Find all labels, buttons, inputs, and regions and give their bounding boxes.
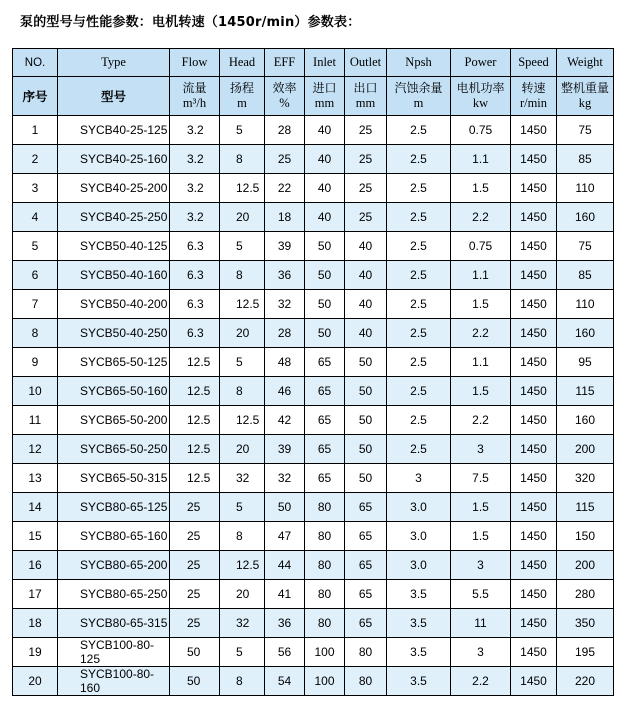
cell-power: 11 xyxy=(451,609,511,638)
cell-power: 2.2 xyxy=(451,319,511,348)
cell-speed: 1450 xyxy=(511,174,557,203)
cell-outlet: 50 xyxy=(345,435,387,464)
cell-eff: 41 xyxy=(265,580,305,609)
cell-head: 12.5 xyxy=(220,174,265,203)
cell-weight: 110 xyxy=(557,174,614,203)
header-cn-label: 出口 xyxy=(353,81,378,95)
cell-speed: 1450 xyxy=(511,348,557,377)
cell-type: SYCB80-65-250 xyxy=(58,580,170,609)
cell-type: SYCB65-50-125 xyxy=(58,348,170,377)
cell-weight: 195 xyxy=(557,638,614,667)
cell-eff: 46 xyxy=(265,377,305,406)
cell-eff: 50 xyxy=(265,493,305,522)
cell-flow: 3.2 xyxy=(170,203,220,232)
header-type: Type xyxy=(58,49,170,77)
cell-npsh: 3.5 xyxy=(387,667,451,696)
cell-head: 12.5 xyxy=(220,406,265,435)
cell-power: 2.2 xyxy=(451,203,511,232)
cell-no: 12 xyxy=(13,435,58,464)
cell-weight: 115 xyxy=(557,493,614,522)
cell-speed: 1450 xyxy=(511,464,557,493)
cell-head: 8 xyxy=(220,377,265,406)
cell-type: SYCB50-40-250 xyxy=(58,319,170,348)
table-row xyxy=(13,174,614,203)
cell-eff: 47 xyxy=(265,522,305,551)
header-head: Head xyxy=(220,49,265,77)
cell-speed: 1450 xyxy=(511,145,557,174)
cell-outlet: 50 xyxy=(345,348,387,377)
cell-inlet: 40 xyxy=(305,203,345,232)
cell-inlet: 80 xyxy=(305,522,345,551)
cell-flow: 25 xyxy=(170,522,220,551)
cell-no: 6 xyxy=(13,261,58,290)
cell-flow: 25 xyxy=(170,609,220,638)
header-cn-unit: r/min xyxy=(519,96,548,110)
header-cn-label: 型号 xyxy=(100,88,126,104)
header-eff: EFF xyxy=(265,49,305,77)
cell-flow: 3.2 xyxy=(170,145,220,174)
cell-head: 20 xyxy=(220,319,265,348)
cell-outlet: 40 xyxy=(345,319,387,348)
cell-inlet: 65 xyxy=(305,435,345,464)
cell-inlet: 80 xyxy=(305,580,345,609)
cell-inlet: 50 xyxy=(305,261,345,290)
cell-inlet: 80 xyxy=(305,551,345,580)
cell-outlet: 50 xyxy=(345,406,387,435)
table-row xyxy=(13,319,614,348)
cell-inlet: 65 xyxy=(305,464,345,493)
cell-flow: 12.5 xyxy=(170,348,220,377)
table-row xyxy=(13,261,614,290)
cell-npsh: 2.5 xyxy=(387,319,451,348)
cell-inlet: 65 xyxy=(305,348,345,377)
cell-flow: 6.3 xyxy=(170,319,220,348)
cell-power: 5.5 xyxy=(451,580,511,609)
cell-flow: 50 xyxy=(170,638,220,667)
cell-inlet: 50 xyxy=(305,290,345,319)
cell-eff: 48 xyxy=(265,348,305,377)
cell-no: 5 xyxy=(13,232,58,261)
cell-type: SYCB40-25-200 xyxy=(58,174,170,203)
cell-speed: 1450 xyxy=(511,551,557,580)
header-cn-unit: % xyxy=(279,96,290,110)
cell-type: SYCB65-50-250 xyxy=(58,435,170,464)
table-row xyxy=(13,116,614,145)
cell-no: 13 xyxy=(13,464,58,493)
cell-head: 12.5 xyxy=(220,290,265,319)
cell-flow: 12.5 xyxy=(170,464,220,493)
cell-eff: 32 xyxy=(265,290,305,319)
header-cn-label: 效率 xyxy=(272,81,297,95)
cell-head: 8 xyxy=(220,522,265,551)
header-cn-label: 转速 xyxy=(521,81,546,95)
cell-npsh: 2.5 xyxy=(387,406,451,435)
cell-head: 32 xyxy=(220,609,265,638)
cell-eff: 22 xyxy=(265,174,305,203)
cell-flow: 50 xyxy=(170,667,220,696)
cell-power: 3 xyxy=(451,638,511,667)
header-cn-unit: m³/h xyxy=(182,96,207,110)
cell-power: 1.5 xyxy=(451,377,511,406)
cell-head: 5 xyxy=(220,116,265,145)
cell-eff: 25 xyxy=(265,145,305,174)
table-row xyxy=(13,551,614,580)
cell-outlet: 25 xyxy=(345,174,387,203)
cell-head: 5 xyxy=(220,348,265,377)
cell-inlet: 65 xyxy=(305,406,345,435)
cell-outlet: 25 xyxy=(345,203,387,232)
table-row xyxy=(13,348,614,377)
cell-no: 9 xyxy=(13,348,58,377)
header-flow: Flow xyxy=(170,49,220,77)
header-cn-label: 电机功率 xyxy=(456,81,505,95)
cell-flow: 25 xyxy=(170,493,220,522)
header-cn-unit: kw xyxy=(472,96,489,110)
cell-weight: 160 xyxy=(557,319,614,348)
table-row xyxy=(13,377,614,406)
cell-weight: 75 xyxy=(557,232,614,261)
header-cn-label: 进口 xyxy=(312,81,337,95)
cell-weight: 160 xyxy=(557,406,614,435)
cell-npsh: 3 xyxy=(387,464,451,493)
cell-npsh: 3.5 xyxy=(387,609,451,638)
cell-weight: 200 xyxy=(557,551,614,580)
cell-outlet: 40 xyxy=(345,261,387,290)
cell-outlet: 50 xyxy=(345,464,387,493)
table-row xyxy=(13,406,614,435)
cell-inlet: 80 xyxy=(305,609,345,638)
cell-outlet: 50 xyxy=(345,377,387,406)
cell-outlet: 65 xyxy=(345,609,387,638)
cell-weight: 200 xyxy=(557,435,614,464)
cell-power: 2.2 xyxy=(451,667,511,696)
cell-eff: 39 xyxy=(265,435,305,464)
cell-no: 17 xyxy=(13,580,58,609)
cell-speed: 1450 xyxy=(511,435,557,464)
header-row-english xyxy=(13,49,614,77)
cell-head: 20 xyxy=(220,435,265,464)
cell-no: 10 xyxy=(13,377,58,406)
cell-outlet: 80 xyxy=(345,638,387,667)
cell-speed: 1450 xyxy=(511,232,557,261)
cell-outlet: 65 xyxy=(345,551,387,580)
table-body xyxy=(13,116,614,696)
cell-no: 7 xyxy=(13,290,58,319)
cell-type: SYCB100-80-125 xyxy=(58,638,170,667)
cell-speed: 1450 xyxy=(511,203,557,232)
cell-weight: 95 xyxy=(557,348,614,377)
header-speed: Speed xyxy=(511,49,557,77)
cell-flow: 6.3 xyxy=(170,232,220,261)
cell-eff: 32 xyxy=(265,464,305,493)
cell-power: 7.5 xyxy=(451,464,511,493)
table-row xyxy=(13,145,614,174)
cell-inlet: 65 xyxy=(305,377,345,406)
cell-power: 2.2 xyxy=(451,406,511,435)
header-cn-flow xyxy=(170,77,220,116)
cell-head: 5 xyxy=(220,493,265,522)
cell-npsh: 3.0 xyxy=(387,522,451,551)
cell-no: 11 xyxy=(13,406,58,435)
header-cn-power xyxy=(451,77,511,116)
cell-weight: 110 xyxy=(557,290,614,319)
header-cn-head xyxy=(220,77,265,116)
cell-eff: 39 xyxy=(265,232,305,261)
cell-speed: 1450 xyxy=(511,406,557,435)
header-cn-unit: m xyxy=(413,96,424,110)
cell-npsh: 2.5 xyxy=(387,435,451,464)
table-row xyxy=(13,435,614,464)
cell-power: 3 xyxy=(451,435,511,464)
cell-no: 14 xyxy=(13,493,58,522)
cell-eff: 28 xyxy=(265,319,305,348)
header-cn-outlet xyxy=(345,77,387,116)
cell-npsh: 2.5 xyxy=(387,174,451,203)
header-cn-unit: kg xyxy=(578,96,592,110)
header-inlet: Inlet xyxy=(305,49,345,77)
cell-flow: 25 xyxy=(170,551,220,580)
header-cn-npsh xyxy=(387,77,451,116)
cell-eff: 36 xyxy=(265,609,305,638)
cell-power: 1.1 xyxy=(451,261,511,290)
cell-flow: 3.2 xyxy=(170,116,220,145)
cell-type: SYCB65-50-200 xyxy=(58,406,170,435)
cell-no: 18 xyxy=(13,609,58,638)
cell-outlet: 80 xyxy=(345,667,387,696)
cell-npsh: 2.5 xyxy=(387,348,451,377)
cell-speed: 1450 xyxy=(511,116,557,145)
cell-no: 2 xyxy=(13,145,58,174)
cell-npsh: 2.5 xyxy=(387,203,451,232)
cell-weight: 150 xyxy=(557,522,614,551)
header-cn-no xyxy=(13,77,58,116)
cell-no: 1 xyxy=(13,116,58,145)
cell-no: 16 xyxy=(13,551,58,580)
cell-power: 1.5 xyxy=(451,493,511,522)
header-cn-inlet xyxy=(305,77,345,116)
cell-no: 15 xyxy=(13,522,58,551)
cell-type: SYCB80-65-125 xyxy=(58,493,170,522)
cell-eff: 28 xyxy=(265,116,305,145)
cell-flow: 25 xyxy=(170,580,220,609)
cell-npsh: 3.5 xyxy=(387,638,451,667)
cell-outlet: 25 xyxy=(345,116,387,145)
cell-flow: 12.5 xyxy=(170,377,220,406)
cell-npsh: 3.5 xyxy=(387,580,451,609)
cell-inlet: 80 xyxy=(305,493,345,522)
header-cn-type xyxy=(58,77,170,116)
header-cn-unit: mm xyxy=(314,96,335,110)
cell-npsh: 2.5 xyxy=(387,261,451,290)
header-cn-weight xyxy=(557,77,614,116)
header-cn-label: 序号 xyxy=(22,88,48,104)
table-row xyxy=(13,580,614,609)
cell-no: 3 xyxy=(13,174,58,203)
cell-speed: 1450 xyxy=(511,609,557,638)
cell-speed: 1450 xyxy=(511,638,557,667)
cell-eff: 36 xyxy=(265,261,305,290)
header-row-chinese xyxy=(13,77,614,116)
table-row xyxy=(13,290,614,319)
cell-outlet: 25 xyxy=(345,145,387,174)
cell-eff: 56 xyxy=(265,638,305,667)
header-no: NO. xyxy=(13,49,58,77)
cell-weight: 160 xyxy=(557,203,614,232)
cell-type: SYCB80-65-315 xyxy=(58,609,170,638)
cell-npsh: 2.5 xyxy=(387,290,451,319)
cell-type: SYCB65-50-315 xyxy=(58,464,170,493)
cell-npsh: 2.5 xyxy=(387,232,451,261)
cell-flow: 6.3 xyxy=(170,261,220,290)
cell-flow: 12.5 xyxy=(170,435,220,464)
cell-head: 8 xyxy=(220,145,265,174)
cell-type: SYCB50-40-125 xyxy=(58,232,170,261)
header-power: Power xyxy=(451,49,511,77)
cell-type: SYCB40-25-125 xyxy=(58,116,170,145)
cell-inlet: 40 xyxy=(305,174,345,203)
page-title: 泵的型号与性能参数：电机转速（1450r/min）参数表： xyxy=(20,15,361,30)
header-outlet: Outlet xyxy=(345,49,387,77)
cell-head: 8 xyxy=(220,261,265,290)
cell-power: 0.75 xyxy=(451,232,511,261)
header-cn-label: 整机重量 xyxy=(560,81,609,95)
cell-no: 19 xyxy=(13,638,58,667)
cell-npsh: 3.0 xyxy=(387,551,451,580)
cell-outlet: 65 xyxy=(345,580,387,609)
pump-spec-table xyxy=(12,48,614,696)
header-npsh: Npsh xyxy=(387,49,451,77)
header-cn-unit: mm xyxy=(355,96,376,110)
header-cn-eff xyxy=(265,77,305,116)
cell-npsh: 2.5 xyxy=(387,145,451,174)
cell-type: SYCB80-65-200 xyxy=(58,551,170,580)
cell-eff: 44 xyxy=(265,551,305,580)
cell-no: 4 xyxy=(13,203,58,232)
cell-type: SYCB40-25-250 xyxy=(58,203,170,232)
cell-head: 20 xyxy=(220,580,265,609)
cell-npsh: 2.5 xyxy=(387,377,451,406)
cell-type: SYCB100-80-160 xyxy=(58,667,170,696)
cell-npsh: 3.0 xyxy=(387,493,451,522)
cell-no: 8 xyxy=(13,319,58,348)
cell-no: 20 xyxy=(13,667,58,696)
cell-flow: 12.5 xyxy=(170,406,220,435)
cell-weight: 85 xyxy=(557,261,614,290)
cell-inlet: 100 xyxy=(305,667,345,696)
cell-speed: 1450 xyxy=(511,290,557,319)
header-cn-label: 流量 xyxy=(182,81,207,95)
cell-weight: 220 xyxy=(557,667,614,696)
cell-inlet: 100 xyxy=(305,638,345,667)
header-cn-label: 汽蚀余量 xyxy=(394,81,443,95)
cell-outlet: 65 xyxy=(345,522,387,551)
cell-power: 1.5 xyxy=(451,174,511,203)
cell-speed: 1450 xyxy=(511,377,557,406)
cell-power: 1.5 xyxy=(451,290,511,319)
cell-inlet: 40 xyxy=(305,116,345,145)
table-row xyxy=(13,522,614,551)
cell-speed: 1450 xyxy=(511,319,557,348)
cell-speed: 1450 xyxy=(511,261,557,290)
table-row xyxy=(13,609,614,638)
table-row xyxy=(13,464,614,493)
cell-power: 1.1 xyxy=(451,145,511,174)
cell-eff: 42 xyxy=(265,406,305,435)
cell-inlet: 50 xyxy=(305,232,345,261)
cell-eff: 18 xyxy=(265,203,305,232)
cell-type: SYCB80-65-160 xyxy=(58,522,170,551)
cell-head: 32 xyxy=(220,464,265,493)
cell-flow: 6.3 xyxy=(170,290,220,319)
header-cn-speed xyxy=(511,77,557,116)
cell-speed: 1450 xyxy=(511,522,557,551)
header-weight: Weight xyxy=(557,49,614,77)
cell-type: SYCB40-25-160 xyxy=(58,145,170,174)
cell-eff: 54 xyxy=(265,667,305,696)
cell-weight: 280 xyxy=(557,580,614,609)
cell-head: 5 xyxy=(220,638,265,667)
cell-npsh: 2.5 xyxy=(387,116,451,145)
table-row xyxy=(13,232,614,261)
cell-weight: 320 xyxy=(557,464,614,493)
cell-head: 20 xyxy=(220,203,265,232)
header-cn-unit: m xyxy=(237,96,247,110)
cell-weight: 115 xyxy=(557,377,614,406)
cell-head: 12.5 xyxy=(220,551,265,580)
table-row xyxy=(13,493,614,522)
header-cn-label: 扬程 xyxy=(229,81,254,95)
cell-type: SYCB65-50-160 xyxy=(58,377,170,406)
cell-flow: 3.2 xyxy=(170,174,220,203)
cell-weight: 350 xyxy=(557,609,614,638)
table-row xyxy=(13,638,614,667)
cell-speed: 1450 xyxy=(511,667,557,696)
cell-head: 8 xyxy=(220,667,265,696)
cell-outlet: 40 xyxy=(345,290,387,319)
cell-head: 5 xyxy=(220,232,265,261)
table-row xyxy=(13,667,614,696)
cell-outlet: 65 xyxy=(345,493,387,522)
cell-weight: 85 xyxy=(557,145,614,174)
cell-type: SYCB50-40-160 xyxy=(58,261,170,290)
table-row xyxy=(13,203,614,232)
cell-inlet: 40 xyxy=(305,145,345,174)
cell-inlet: 50 xyxy=(305,319,345,348)
cell-power: 0.75 xyxy=(451,116,511,145)
cell-power: 1.1 xyxy=(451,348,511,377)
cell-weight: 75 xyxy=(557,116,614,145)
cell-outlet: 40 xyxy=(345,232,387,261)
cell-power: 3 xyxy=(451,551,511,580)
cell-type: SYCB50-40-200 xyxy=(58,290,170,319)
cell-power: 1.5 xyxy=(451,522,511,551)
cell-speed: 1450 xyxy=(511,493,557,522)
cell-speed: 1450 xyxy=(511,580,557,609)
